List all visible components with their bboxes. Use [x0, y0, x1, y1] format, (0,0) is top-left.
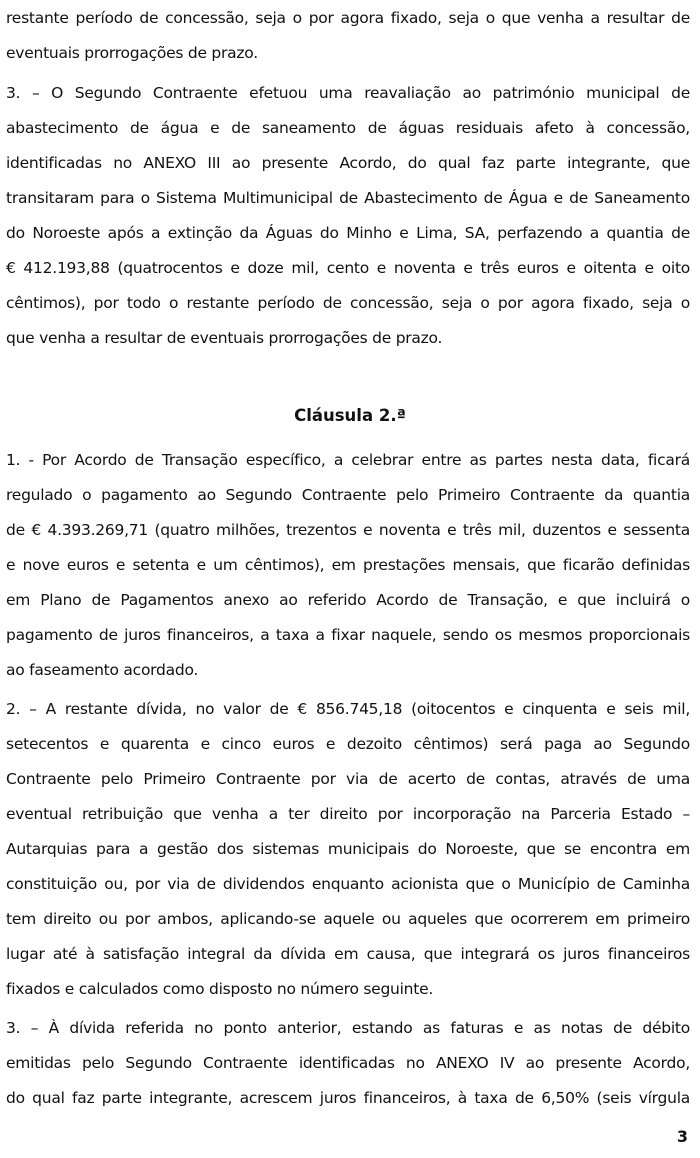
text-line: identificadas no ANEXO III ao presente Acordo, do qual faz parte integrante, que: [6, 154, 690, 172]
text-line: cêntimos), por todo o restante período de concessão, seja o por agora fixado, seja o: [6, 294, 690, 312]
text-line: tem direito ou por ambos, aplicando-se aquele ou aqueles que ocorrerem em primeiro: [6, 910, 690, 928]
text-line: 3. – À dívida referida no ponto anterior, estando as faturas e as notas de débito: [6, 1019, 690, 1037]
text-line: do qual faz parte integrante, acrescem juros financeiros, à taxa de 6,50% (seis vírgula: [6, 1089, 690, 1107]
text-line: regulado o pagamento ao Segundo Contraente pelo Primeiro Contraente da quantia: [6, 486, 690, 504]
clause-heading: Cláusula 2.ª: [294, 406, 406, 425]
text-line: restante período de concessão, seja o por agora fixado, seja o que venha a resultar de: [6, 9, 690, 27]
text-line: do Noroeste após a extinção da Águas do Minho e Lima, SA, perfazendo a quantia de: [6, 224, 690, 242]
page-number: 3: [676, 1127, 688, 1146]
text-line: emitidas pelo Segundo Contraente identificadas no ANEXO IV ao presente Acordo,: [6, 1054, 690, 1072]
text-line: ao faseamento acordado.: [6, 661, 199, 679]
text-line: constituição ou, por via de dividendos enquanto acionista que o Município de Caminha: [6, 875, 690, 893]
text-line: abastecimento de água e de saneamento de águas residuais afeto à concessão,: [6, 119, 690, 137]
text-line: Autarquias para a gestão dos sistemas municipais do Noroeste, que se encontra em: [6, 840, 690, 858]
text-line: de € 4.393.269,71 (quatro milhões, trezentos e noventa e três mil, duzentos e sessenta: [6, 521, 690, 539]
text-line: pagamento de juros financeiros, a taxa a fixar naquele, sendo os mesmos proporcionais: [6, 626, 690, 644]
text-line: setecentos e quarenta e cinco euros e dezoito cêntimos) será paga ao Segundo: [6, 735, 690, 753]
text-line: eventual retribuição que venha a ter direito por incorporação na Parceria Estado –: [6, 805, 690, 823]
text-line: transitaram para o Sistema Multimunicipal de Abastecimento de Água e de Saneamento: [6, 189, 690, 207]
text-line: fixados e calculados como disposto no número seguinte.: [6, 980, 434, 998]
text-line: que venha a resultar de eventuais prorrogações de prazo.: [6, 329, 443, 347]
text-line: eventuais prorrogações de prazo.: [6, 44, 258, 62]
text-line: 1. - Por Acordo de Transação específico, a celebrar entre as partes nesta data, ficará: [6, 451, 690, 469]
text-line: Contraente pelo Primeiro Contraente por via de acerto de contas, através de uma: [6, 770, 690, 788]
text-line: € 412.193,88 (quatrocentos e doze mil, cento e noventa e três euros e oitenta e oito: [6, 259, 690, 277]
text-line: e nove euros e setenta e um cêntimos), em prestações mensais, que ficarão definidas: [6, 556, 690, 574]
text-line: lugar até à satisfação integral da dívida em causa, que integrará os juros financeiros: [6, 945, 690, 963]
text-line: 3. – O Segundo Contraente efetuou uma reavaliação ao património municipal de: [6, 84, 690, 102]
text-line: 2. – A restante dívida, no valor de € 856.745,18 (oitocentos e cinquenta e seis mil,: [6, 700, 690, 718]
text-line: em Plano de Pagamentos anexo ao referido Acordo de Transação, e que incluirá o: [6, 591, 690, 609]
